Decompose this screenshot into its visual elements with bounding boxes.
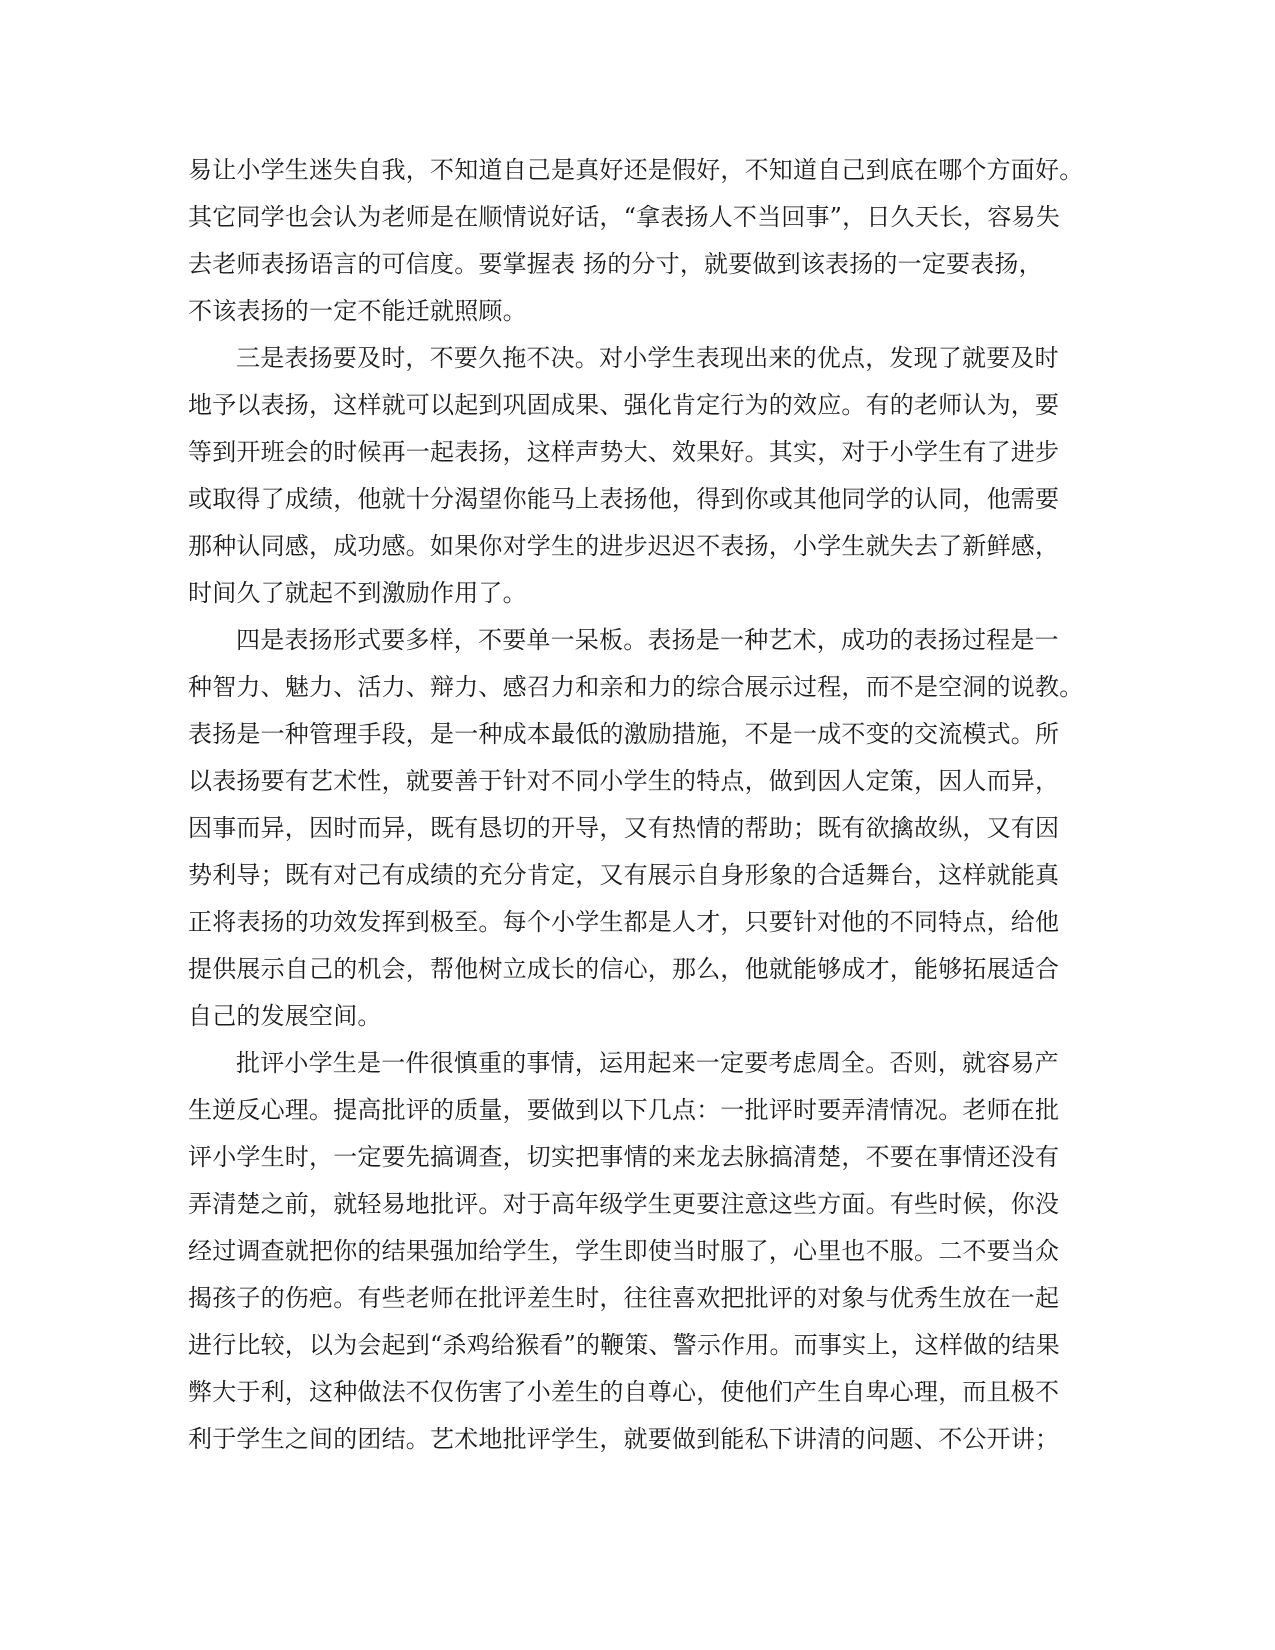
text-line: 进行比较，以为会起到“杀鸡给猴看”的鞭策、警示作用。而事实上，这样做的结果 [188, 1331, 1060, 1359]
text-line: 表扬是一种管理手段，是一种成本最低的激励措施，不是一成不变的交流模式。所 [188, 720, 1060, 748]
text-line: 以表扬要有艺术性，就要善于针对不同小学生的特点，做到因人定策，因人而异， [188, 767, 1060, 795]
paragraph-start-line: 批评小学生是一件很慎重的事情，运用起来一定要考虑周全。否则，就容易产 [236, 1049, 1059, 1077]
text-line: 弊大于利，这种做法不仅伤害了小差生的自尊心，使他们产生自卑心理，而且极不 [188, 1378, 1060, 1406]
paragraph-start-line: 四是表扬形式要多样，不要单一呆板。表扬是一种艺术，成功的表扬过程是一 [236, 626, 1059, 654]
text-line: 不该表扬的一定不能迁就照顾。 [188, 297, 527, 325]
text-line: 生逆反心理。提高批评的质量，要做到以下几点：一批评时要弄清情况。老师在批 [188, 1096, 1060, 1124]
text-line: 弄清楚之前，就轻易地批评。对于高年级学生更要注意这些方面。有些时候，你没 [188, 1190, 1060, 1218]
text-line: 揭孩子的伤疤。有些老师在批评差生时，往往喜欢把批评的对象与优秀生放在一起 [188, 1284, 1060, 1312]
text-line: 其它同学也会认为老师是在顺情说好话，“拿表扬人不当回事”，日久天长，容易失 [188, 203, 1060, 231]
paragraph-start-line: 三是表扬要及时，不要久拖不决。对小学生表现出来的优点，发现了就要及时 [236, 344, 1059, 372]
text-line: 利于学生之间的团结。艺术地批评学生，就要做到能私下讲清的问题、不公开讲； [188, 1425, 1060, 1453]
text-line: 提供展示自己的机会，帮他树立成长的信心，那么，他就能够成才，能够拓展适合 [188, 955, 1060, 983]
text-line: 正将表扬的功效发挥到极至。每个小学生都是人才，只要针对他的不同特点，给他 [188, 908, 1060, 936]
text-line: 等到开班会的时候再一起表扬，这样声势大、效果好。其实，对于小学生有了进步 [188, 438, 1060, 466]
text-line: 因事而异，因时而异，既有恳切的开导，又有热情的帮助；既有欲擒故纵，又有因 [188, 814, 1060, 842]
text-line: 评小学生时，一定要先搞调查，切实把事情的来龙去脉搞清楚，不要在事情还没有 [188, 1143, 1060, 1171]
text-line: 去老师表扬语言的可信度。要掌握表 扬的分寸，就要做到该表扬的一定要表扬， [188, 250, 1043, 278]
text-line: 时间久了就起不到激励作用了。 [188, 579, 527, 607]
text-line: 或取得了成绩，他就十分渴望你能马上表扬他，得到你或其他同学的认同，他需要 [188, 485, 1060, 513]
text-line: 势利导；既有对己有成绩的充分肯定，又有展示自身形象的合适舞台，这样就能真 [188, 861, 1060, 889]
text-line: 经过调查就把你的结果强加给学生，学生即使当时服了，心里也不服。二不要当众 [188, 1237, 1060, 1265]
text-line: 地予以表扬，这样就可以起到巩固成果、强化肯定行为的效应。有的老师认为，要 [188, 391, 1060, 419]
text-line: 自己的发展空间。 [188, 1002, 382, 1030]
text-line: 那种认同感，成功感。如果你对学生的进步迟迟不表扬，小学生就失去了新鲜感， [188, 532, 1060, 560]
text-line: 种智力、魅力、活力、辩力、感召力和亲和力的综合展示过程，而不是空洞的说教。 [188, 673, 1084, 701]
text-line: 易让小学生迷失自我，不知道自己是真好还是假好，不知道自己到底在哪个方面好。 [188, 156, 1084, 184]
